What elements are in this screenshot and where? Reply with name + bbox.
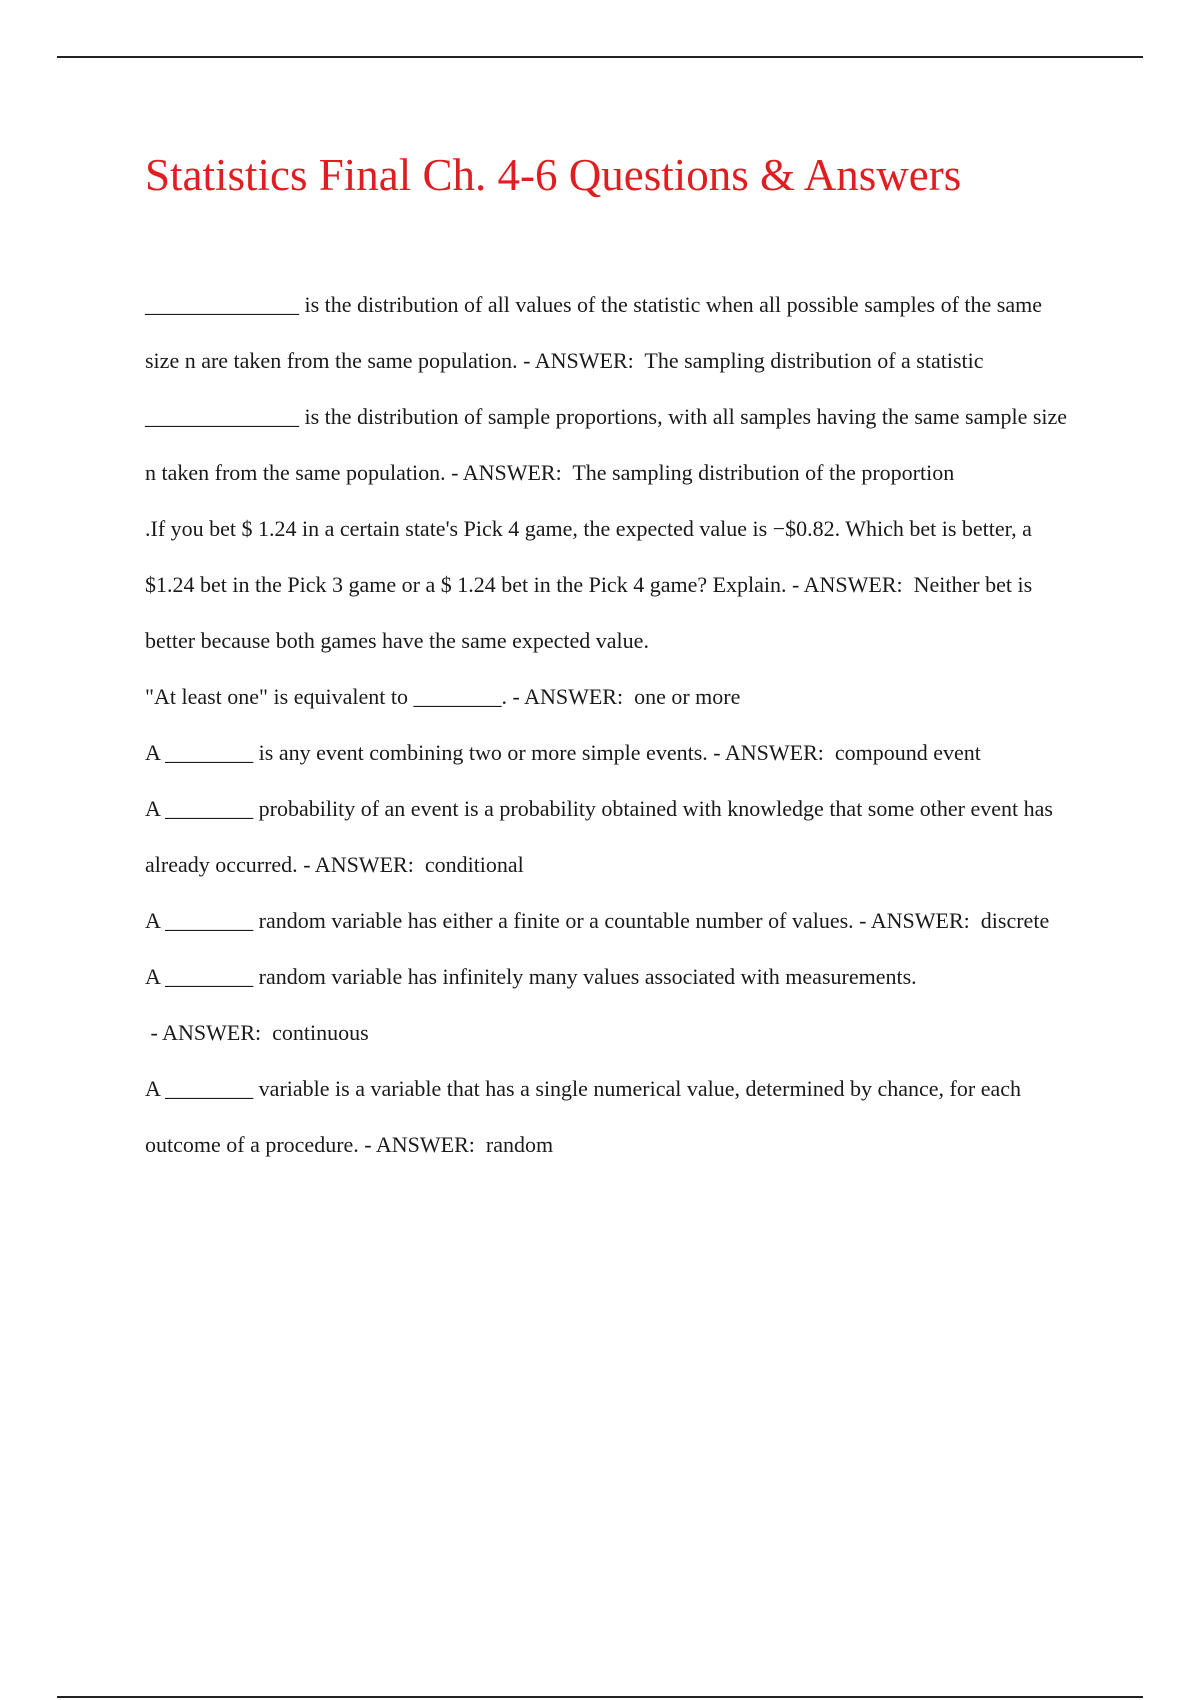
answer-text: The sampling distribution of a statistic bbox=[644, 348, 984, 373]
qa-item bbox=[145, 893, 1075, 949]
answer-text: The sampling distribution of the proportion bbox=[572, 460, 955, 485]
question-text: ______________ is the distribution of sample proportions, with all samples having the same sample size n taken from the same population. bbox=[145, 404, 1068, 485]
question-text: A ________ is any event combining two or more simple events. bbox=[145, 740, 708, 765]
answer-separator: - ANSWER: bbox=[517, 348, 645, 373]
question-text: .If you bet $ 1.24 in a certain state's Pick 4 game, the expected value is −$0.82. Which bet is better, a $1.24 bet in the Pick 3 game or a $ 1.24 bet in the Pick 4 game? Explain. bbox=[145, 516, 1032, 597]
answer-separator: - ANSWER: bbox=[786, 572, 914, 597]
answer-separator: - ANSWER: bbox=[445, 460, 573, 485]
bottom-rule bbox=[57, 1696, 1143, 1698]
answer-text: one or more bbox=[634, 684, 741, 709]
qa-item bbox=[145, 949, 1075, 1061]
answer-separator: - ANSWER: bbox=[145, 1020, 273, 1045]
answer-separator: - ANSWER: bbox=[506, 684, 635, 709]
answer-text: continuous bbox=[272, 1020, 369, 1045]
answer-text: Neither bet is better because both games have the same expected value. bbox=[145, 572, 1033, 653]
question-text: A ________ probability of an event is a probability obtained with knowledge that some other event has already occurred. bbox=[145, 796, 1053, 877]
qa-list bbox=[145, 277, 1075, 1173]
answer-separator: - ANSWER: bbox=[297, 852, 425, 877]
answer-separator: - ANSWER: bbox=[853, 908, 981, 933]
question-text: "At least one" is equivalent to ________. bbox=[145, 684, 507, 709]
qa-item bbox=[145, 277, 1075, 389]
answer-text: conditional bbox=[424, 852, 524, 877]
answer-separator: - ANSWER: bbox=[358, 1132, 486, 1157]
question-text: A ________ random variable has either a finite or a countable number of values. bbox=[145, 908, 854, 933]
page-title: Statistics Final Ch. 4-6 Questions & Answers bbox=[145, 150, 962, 200]
answer-text: discrete bbox=[980, 908, 1050, 933]
top-rule bbox=[57, 56, 1143, 58]
answer-text: compound event bbox=[834, 740, 981, 765]
qa-item bbox=[145, 725, 1075, 781]
question-text: A ________ random variable has infinitely many values associated with measurements. bbox=[145, 964, 917, 989]
question-text: ______________ is the distribution of all values of the statistic when all possible samples of the same size n are taken from the same population. bbox=[145, 292, 1042, 373]
question-text: A ________ variable is a variable that has a single numerical value, determined by chance, for each outcome of a procedure. bbox=[145, 1076, 1021, 1157]
qa-item bbox=[145, 669, 1075, 725]
qa-item bbox=[145, 501, 1075, 669]
answer-text: random bbox=[485, 1132, 554, 1157]
document-page bbox=[145, 140, 1075, 1173]
answer-separator: - ANSWER: bbox=[707, 740, 835, 765]
qa-item bbox=[145, 1061, 1075, 1173]
qa-item bbox=[145, 781, 1075, 893]
qa-item bbox=[145, 389, 1075, 501]
